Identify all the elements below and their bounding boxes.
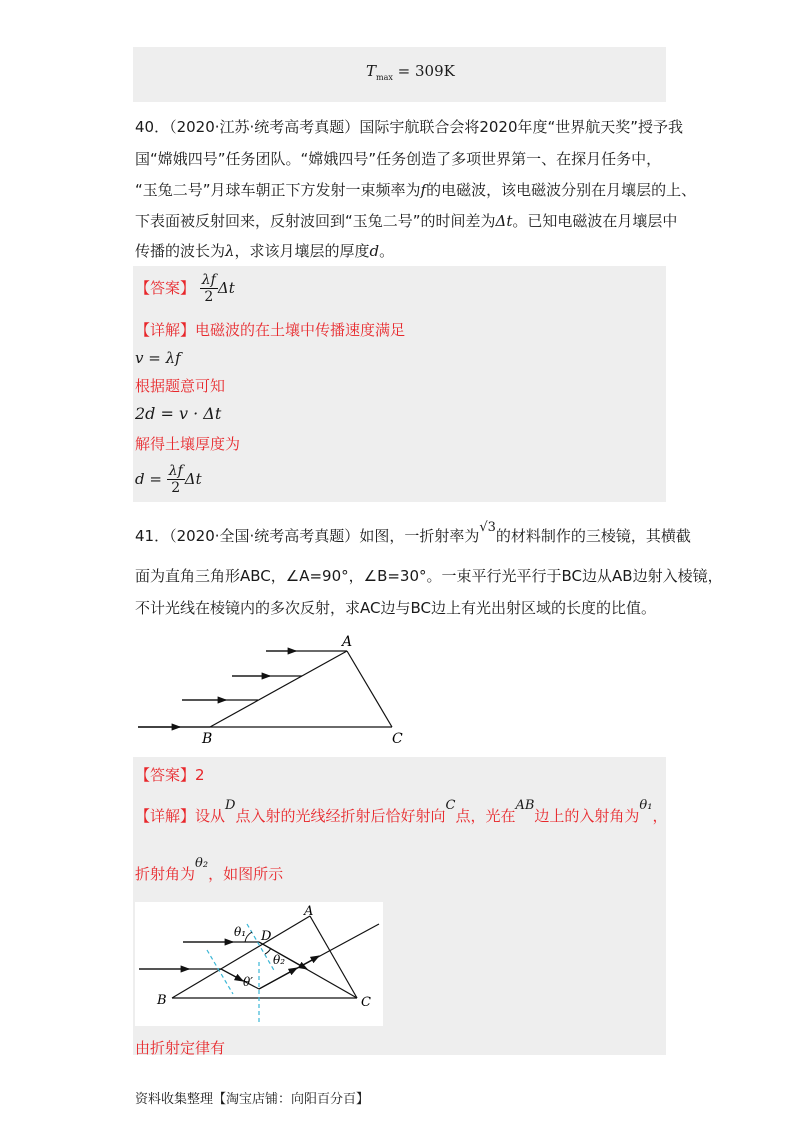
q40-line5: 传播的波长为λ，求该月壤层的厚度d。 [135, 242, 395, 260]
a40-eq1: v = λf [135, 349, 181, 367]
footer-note: 资料收集整理【淘宝店铺：向阳百分百】 [135, 1092, 370, 1107]
label-C: C [392, 731, 403, 747]
prev-formula: $T_{max} = 309K$ [366, 62, 455, 82]
a40-text3: 解得土壤厚度为 [135, 435, 241, 453]
svg-text:θ₁: θ₁ [234, 925, 247, 939]
svg-text:B: B [157, 993, 167, 1008]
q40-line2: 国“嫦娥四号”任务团队。“嫦娥四号”任务创造了多项世界第一、在探月任务中， [135, 150, 662, 168]
q41-line3: 不计光线在棱镜内的多次反射，求AC边与BC边上有光出射区域的长度的比值。 [135, 599, 656, 617]
q40-line1: 40．（2020·江苏·统考高考真题）国际宇航联合会将2020年度“世界航天奖”授予我 [135, 118, 684, 136]
prism-figure [130, 630, 410, 748]
svg-text:θ₂: θ₂ [273, 953, 286, 967]
label-B: B [202, 731, 213, 747]
side-ab [210, 651, 347, 727]
label-A: A [342, 634, 353, 650]
a40-text2: 根据题意可知 [135, 377, 226, 395]
a40-eq3-fraction: $\frac{\lambda f}{2}$ [168, 463, 183, 496]
svg-text:D: D [261, 929, 272, 944]
a40-fraction: $\frac{\lambda f}{2}$ [201, 272, 216, 305]
q40-line3: “玉兔二号”月球车朝正下方发射一束频率为f的电磁波，该电磁波分别在月壤层的上、 [135, 181, 697, 199]
a40-answer: 【答案】 $\frac{\lambda f}{2}$ Δt [135, 272, 235, 305]
svg-text:θ′: θ′ [243, 975, 253, 989]
q41-line1: 41．（2020·全国·统考高考真题）如图，一折射率为√3的材料制作的三棱镜，其横截 [135, 520, 691, 545]
refraction-figure [135, 902, 383, 1026]
a41-detail-line2: 折射角为θ₂，如图所示 [135, 856, 284, 883]
svg-text:C: C [361, 995, 371, 1010]
side-ac [347, 651, 392, 727]
a41-answer: 【答案】2 [135, 766, 205, 784]
svg-text:A: A [304, 904, 314, 919]
a40-detail: 【详解】电磁波的在土壤中传播速度满足 [135, 321, 406, 339]
a41-detail-line1: 【详解】设从D点入射的光线经折射后恰好射向C点，光在AB边上的入射角为θ₁， [135, 798, 668, 825]
q41-line2: 面为直角三角形ABC，∠A=90°，∠B=30°。一束平行光平行于BC边从AB边射入棱镜， [135, 567, 723, 585]
a41-text-final: 由折射定律有 [135, 1039, 226, 1057]
a40-eq3: d = $\frac{\lambda f}{2}$ Δt [135, 463, 202, 496]
q40-line4: 下表面被反射回来，反射波回到“玉兔二号”的时间差为Δt。已知电磁波在月壤层中 [135, 212, 678, 230]
a40-eq2: 2d = v · Δt [135, 404, 222, 423]
